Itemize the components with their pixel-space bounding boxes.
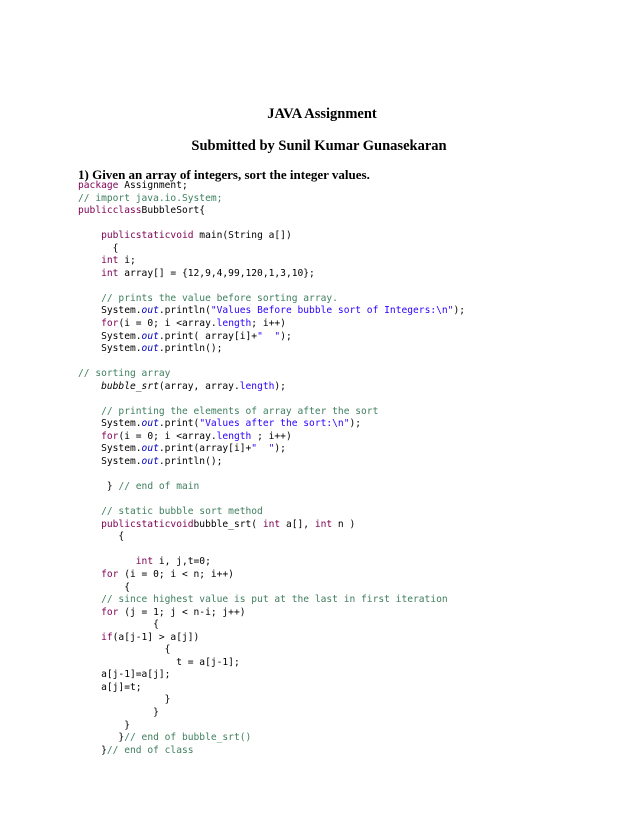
code-token: } [78,744,107,756]
code-token: int [262,518,281,530]
code-token: "Values Before bubble sort of Integers:\n" [210,305,454,317]
code-token: .print( array[i]+ [158,330,258,342]
code-token: bubble_srt( [193,518,263,530]
code-line [78,331,598,344]
code-token: // sorting array [78,368,171,380]
code-token: a[], [280,518,315,530]
code-block [78,180,598,757]
code-line [78,694,598,707]
code-token: { [78,619,159,631]
code-token: .println( [158,305,211,317]
code-token [78,381,101,392]
code-token: // static bubble sort method [78,506,263,518]
code-token: .println(); [158,456,223,468]
code-token: System. [78,305,142,317]
code-line [78,682,598,695]
code-token: out [141,456,159,468]
code-line [78,619,598,632]
code-line [78,707,598,720]
code-token: "Values after the sort:\n" [199,418,350,430]
code-token: { [78,531,125,543]
code-token: bubble_srt [101,380,159,392]
code-token: } [78,694,171,706]
code-token [78,556,136,567]
code-line [78,218,598,231]
code-token: length [216,430,252,442]
code-token: (a[j-1] > a[j]) [112,631,200,643]
code-token: ); [274,443,286,455]
code-token: ); [280,330,292,342]
code-token: // import java.io.System; [78,192,223,204]
code-token: array[] = {12,9,4,99,120,1,3,10}; [118,267,315,279]
code-line [78,632,598,645]
code-token: } [78,706,159,718]
code-token: Assignment; [118,180,188,191]
code-line [78,255,598,268]
code-line [78,607,598,620]
code-token: a[j]=t; [78,681,142,693]
code-token: publicstaticvoid [78,230,194,242]
code-token: BubbleSort{ [141,205,206,217]
code-token: i, j,t=0; [153,556,211,568]
code-token: ; i++) [251,430,292,442]
code-token: int [135,556,154,568]
code-line [78,531,598,544]
code-line [78,669,598,682]
code-line [78,494,598,507]
code-token: " " [257,330,281,342]
code-line [78,243,598,256]
code-line [78,506,598,519]
code-token: n ) [332,518,356,530]
code-token: int [314,518,333,530]
code-token: t = a[j-1]; [78,656,240,668]
code-line [78,594,598,607]
code-token: for [78,606,119,618]
code-line [78,431,598,444]
code-line [78,481,598,494]
code-line [78,318,598,331]
code-token: length [216,318,252,330]
code-token: (i = 0; i < n; i++) [118,568,234,580]
code-line [78,393,598,406]
code-line [78,193,598,206]
code-token: main(String a[]) [193,230,292,242]
code-token: { [78,581,130,593]
code-line [78,556,598,569]
code-line [78,205,598,218]
code-line [78,305,598,318]
code-line [78,644,598,657]
document-title: JAVA Assignment [267,106,377,122]
code-token: publicstaticvoid [78,518,194,530]
code-token: for [78,568,119,580]
code-line [78,268,598,281]
code-token: } [78,481,119,493]
code-token: (i = 0; i <array. [118,430,217,442]
code-line [78,569,598,582]
code-token: // printing the elements of array after the sort [78,405,379,417]
code-token: length [239,380,275,392]
code-line [78,343,598,356]
code-token: int [78,267,119,279]
code-line [78,443,598,456]
code-token: ); [349,418,362,430]
code-token: System. [78,418,142,430]
code-token: { [78,242,119,254]
code-line [78,745,598,758]
code-line [78,582,598,595]
code-token: ); [453,305,466,317]
code-line [78,280,598,293]
code-token: (j = 1; j < n-i; j++) [118,606,246,618]
question-heading: 1) Given an array of integers, sort the integer values. [78,167,370,182]
document-subtitle: Submitted by Sunil Kumar Gunasekaran [191,138,447,154]
code-token: out [141,418,159,430]
code-token: } [78,732,125,744]
code-token: (i = 0; i <array. [118,318,217,330]
code-line [78,180,598,193]
code-token: out [141,343,159,355]
code-line [78,406,598,419]
code-token: System. [78,343,142,355]
code-token: " " [251,443,275,455]
code-token: out [141,305,159,317]
code-token: .println(); [158,343,223,355]
code-token: .print( [158,418,200,430]
code-token: package [78,180,119,191]
code-line [78,732,598,745]
code-token: // end of bubble_srt() [124,732,252,744]
code-token: out [141,443,159,455]
code-line [78,381,598,394]
code-line [78,657,598,670]
code-token: for [78,318,119,330]
code-token: System. [78,443,142,455]
code-token: // prints the value before sorting array. [78,292,338,304]
code-token: { [78,644,171,656]
code-line [78,720,598,733]
code-token: ); [274,380,286,392]
code-token: i; [118,255,136,267]
code-token: // end of main [118,481,200,493]
code-line [78,544,598,557]
code-line [78,418,598,431]
code-token: System. [78,330,142,342]
code-line [78,356,598,369]
code-token: out [141,330,159,342]
code-line [78,456,598,469]
code-line [78,230,598,243]
code-token: a[j-1]=a[j]; [78,669,171,681]
code-token: ; i++) [251,318,286,330]
code-token: // since highest value is put at the last in first iteration [78,594,448,606]
code-token: for [78,430,119,442]
code-token: .print(array[i]+ [158,443,252,455]
code-line [78,519,598,532]
code-line [78,368,598,381]
code-token: System. [78,456,142,468]
code-token: if [78,631,113,643]
code-token: // end of class [106,744,194,756]
code-line [78,469,598,482]
code-token: (array, array. [158,380,240,392]
code-token: int [78,255,119,267]
code-token: publicclass [78,205,142,217]
code-token: } [78,719,130,731]
code-line [78,293,598,306]
